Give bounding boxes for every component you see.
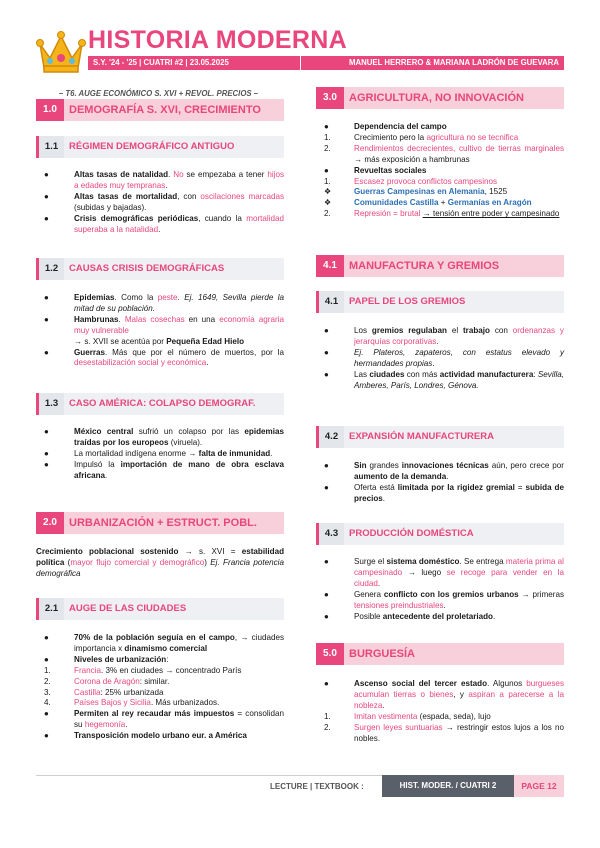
section-4-1-body (316, 326, 564, 391)
section-title: PRODUCCIÓN DOMÉSTICA (344, 523, 564, 545)
list-item: 2. Corona de Aragón: similar. (44, 676, 170, 686)
list-item: 2. Surgen leyes suntuarias → restringir estos lujos a los no nobles. (324, 722, 564, 743)
list-item: ● Ej. Plateros, zapateros, con estatus elevado y hermandades propias. (324, 347, 564, 368)
list-item: ● Genera conflicto con los gremios urbanos → primeras tensiones preindustriales. (324, 589, 565, 610)
section-4-1 (316, 291, 564, 313)
section-4-2 (316, 426, 564, 448)
section-3-0 (316, 87, 564, 109)
list-item: 2. Represión = brutal → tensión entre poder y campesinado (324, 209, 560, 219)
section-4-0 (316, 255, 564, 277)
section-5-0-body (316, 679, 564, 744)
crown-icon (36, 28, 86, 76)
section-5-0 (316, 643, 564, 665)
section-title: CAUSAS CRISIS DEMOGRÁFICAS (64, 258, 284, 280)
divider (300, 56, 301, 70)
section-number: 1.3 (36, 393, 64, 415)
section-1-3-body (36, 427, 284, 482)
list-item: ● Sin grandes innovaciones técnicas aún, pero crece por aumento de la demanda. (324, 461, 565, 481)
list-item: ● Hambrunas. Malas cosechas en una economía agraria muy vulnerable → s. XVII se acentúa por Pequeña Edad Hielo (44, 314, 284, 346)
section-1-2 (36, 258, 284, 280)
list-item: ● Surge el sistema doméstico. Se entrega materia prima al campesinado → luego se recoge para vender en la ciudad. (324, 557, 564, 588)
list-item: ❖ Guerras Campesinas en Alemania, 1525 (324, 187, 508, 197)
section-2-1-body (36, 633, 284, 742)
section-title: BURGUESÍA (344, 643, 564, 665)
list-item: ● Revueltas sociales (324, 165, 427, 175)
list-item: ● Guerras. Más que por el número de muertos, por la desestabilización social y económica. (44, 347, 284, 368)
list-item: ● México central sufrió un colapso por las epidemias traídas por los europeos (viruela). (44, 427, 285, 447)
list-item: ● Las ciudades con más actividad manufacturera: Sevilla, Amberes, París, Londres, Génova. (324, 369, 564, 390)
section-number: 1.1 (36, 136, 64, 158)
subtitle-bar (88, 56, 564, 70)
section-title: DEMOGRAFÍA S. XVI, CRECIMIENTO (64, 99, 284, 121)
footer-label: LECTURE | TEXTBOOK : (270, 782, 364, 791)
section-number: 2.1 (36, 598, 64, 620)
section-1-3 (36, 393, 284, 415)
section-number: 4.3 (316, 523, 344, 545)
footer-course: HIST. MODER. / CUATRI 2 (382, 775, 514, 797)
list-item: ● Transposición modelo urbano eur. a América (44, 731, 247, 741)
section-number: 4.1 (316, 291, 344, 313)
section-title: AUGE DE LAS CIUDADES (64, 598, 284, 620)
section-title: PAPEL DE LOS GREMIOS (344, 291, 564, 313)
section-number: 4.1 (316, 255, 344, 277)
list-item: ● La mortalidad indígena enorme → falta de inmunidad. (44, 448, 273, 458)
list-item: ● Altas tasas de mortalidad, con oscilaciones marcadas (subidas y bajadas). (44, 191, 285, 212)
list-item: ● Altas tasas de natalidad. No se empezaba a tener hijos a edades muy tempranas. (44, 170, 284, 190)
list-item: ● Crisis demográficas periódicas, cuando la mortalidad superaba a la natalidad. (44, 213, 284, 234)
list-item: ● Permiten al rey recaudar más impuestos = consolidan su hegemonía. (44, 709, 284, 730)
section-title: EXPANSIÓN MANUFACTURERA (344, 426, 564, 448)
list-item: 2. Rendimientos decrecientes, cultivo de tierras marginales → más exposición a hambrunas (324, 143, 564, 164)
section-number: 5.0 (316, 643, 344, 665)
list-item: ● Los gremios regulaban el trabajo con ordenanzas y jerarquías corporativas. (324, 326, 564, 346)
section-number: 4.2 (316, 426, 344, 448)
section-2-0-body: Crecimiento poblacional sostenido → s. XVI = estabilidad política (mayor flujo comercial y demográfico) Ej. Francia potencia demográfica (36, 547, 285, 578)
section-1-2-body (36, 293, 284, 369)
topic-heading: – T6. AUGE ECONÓMICO S. XVI + REVOL. PRECIOS – (58, 89, 259, 98)
list-item: 1. Francia. 3% en ciudades → concentrado París (44, 665, 242, 675)
section-1-1-body (36, 170, 284, 235)
section-title: MANUFACTURA Y GREMIOS (344, 255, 564, 277)
page-number: PAGE 12 (514, 775, 564, 797)
section-number: 1.2 (36, 258, 64, 280)
list-item: ● Epidemias. Como la peste. Ej. 1649, Sevilla pierde la mitad de su población. (44, 293, 284, 313)
list-item: ● Oferta está limitada por la rigidez gremial = subida de precios. (324, 482, 564, 503)
section-title: RÉGIMEN DEMOGRÁFICO ANTIGUO (64, 136, 284, 158)
list-item: ● 70% de la población seguía en el campo, → ciudades importancia x dinamismo comercial (44, 633, 284, 653)
section-2-0 (36, 512, 284, 534)
section-title: CASO AMÉRICA: COLAPSO DEMOGRAF. (64, 393, 284, 415)
list-item: 4. Países Bajos y Sicilia. Más urbanizados. (44, 698, 220, 708)
section-4-2-body (316, 461, 564, 505)
section-title: URBANIZACIÓN + ESTRUCT. POBL. (64, 512, 284, 534)
section-3-0-body (316, 122, 564, 220)
list-item: ● Impulsó la importación de mano de obra esclava africana. (44, 459, 284, 480)
list-item: ● Posible antecedente del proletariado. (324, 611, 496, 621)
course-info: S.Y. '24 - '25 | CUATRI #2 | 23.05.2025 (93, 58, 229, 67)
section-number: 2.0 (36, 512, 64, 534)
section-title: AGRICULTURA, NO INNOVACIÓN (344, 87, 564, 109)
authors: MANUEL HERRERO & MARIANA LADRÓN DE GUEVARA (349, 58, 559, 67)
list-item: 1. Imitan vestimenta (espada, seda), lujo (324, 711, 491, 721)
section-1-0 (36, 99, 284, 121)
list-item: ● Niveles de urbanización: (44, 654, 169, 664)
section-number: 1.0 (36, 99, 64, 121)
section-2-1 (36, 598, 284, 620)
page-title: HISTORIA MODERNA (88, 26, 347, 54)
section-4-3 (316, 523, 564, 545)
list-item: 1. Escasez provoca conflictos campesinos (324, 176, 498, 186)
section-number: 3.0 (316, 87, 344, 109)
list-item: 3. Castilla: 25% urbanizada (44, 687, 164, 697)
list-item: ❖ Comunidades Castilla + Germanías en Aragón (324, 198, 532, 208)
list-item: 1. Crecimiento pero la agricultura no se tecnifica (324, 132, 519, 142)
section-4-3-body (316, 557, 564, 622)
list-item: ● Dependencia del campo (324, 122, 447, 131)
section-1-1 (36, 136, 284, 158)
list-item: ● Ascenso social del tercer estado. Algunos burgueses acumulan tierras o bienes, y aspiran a parecerse a la nobleza. (324, 679, 564, 710)
